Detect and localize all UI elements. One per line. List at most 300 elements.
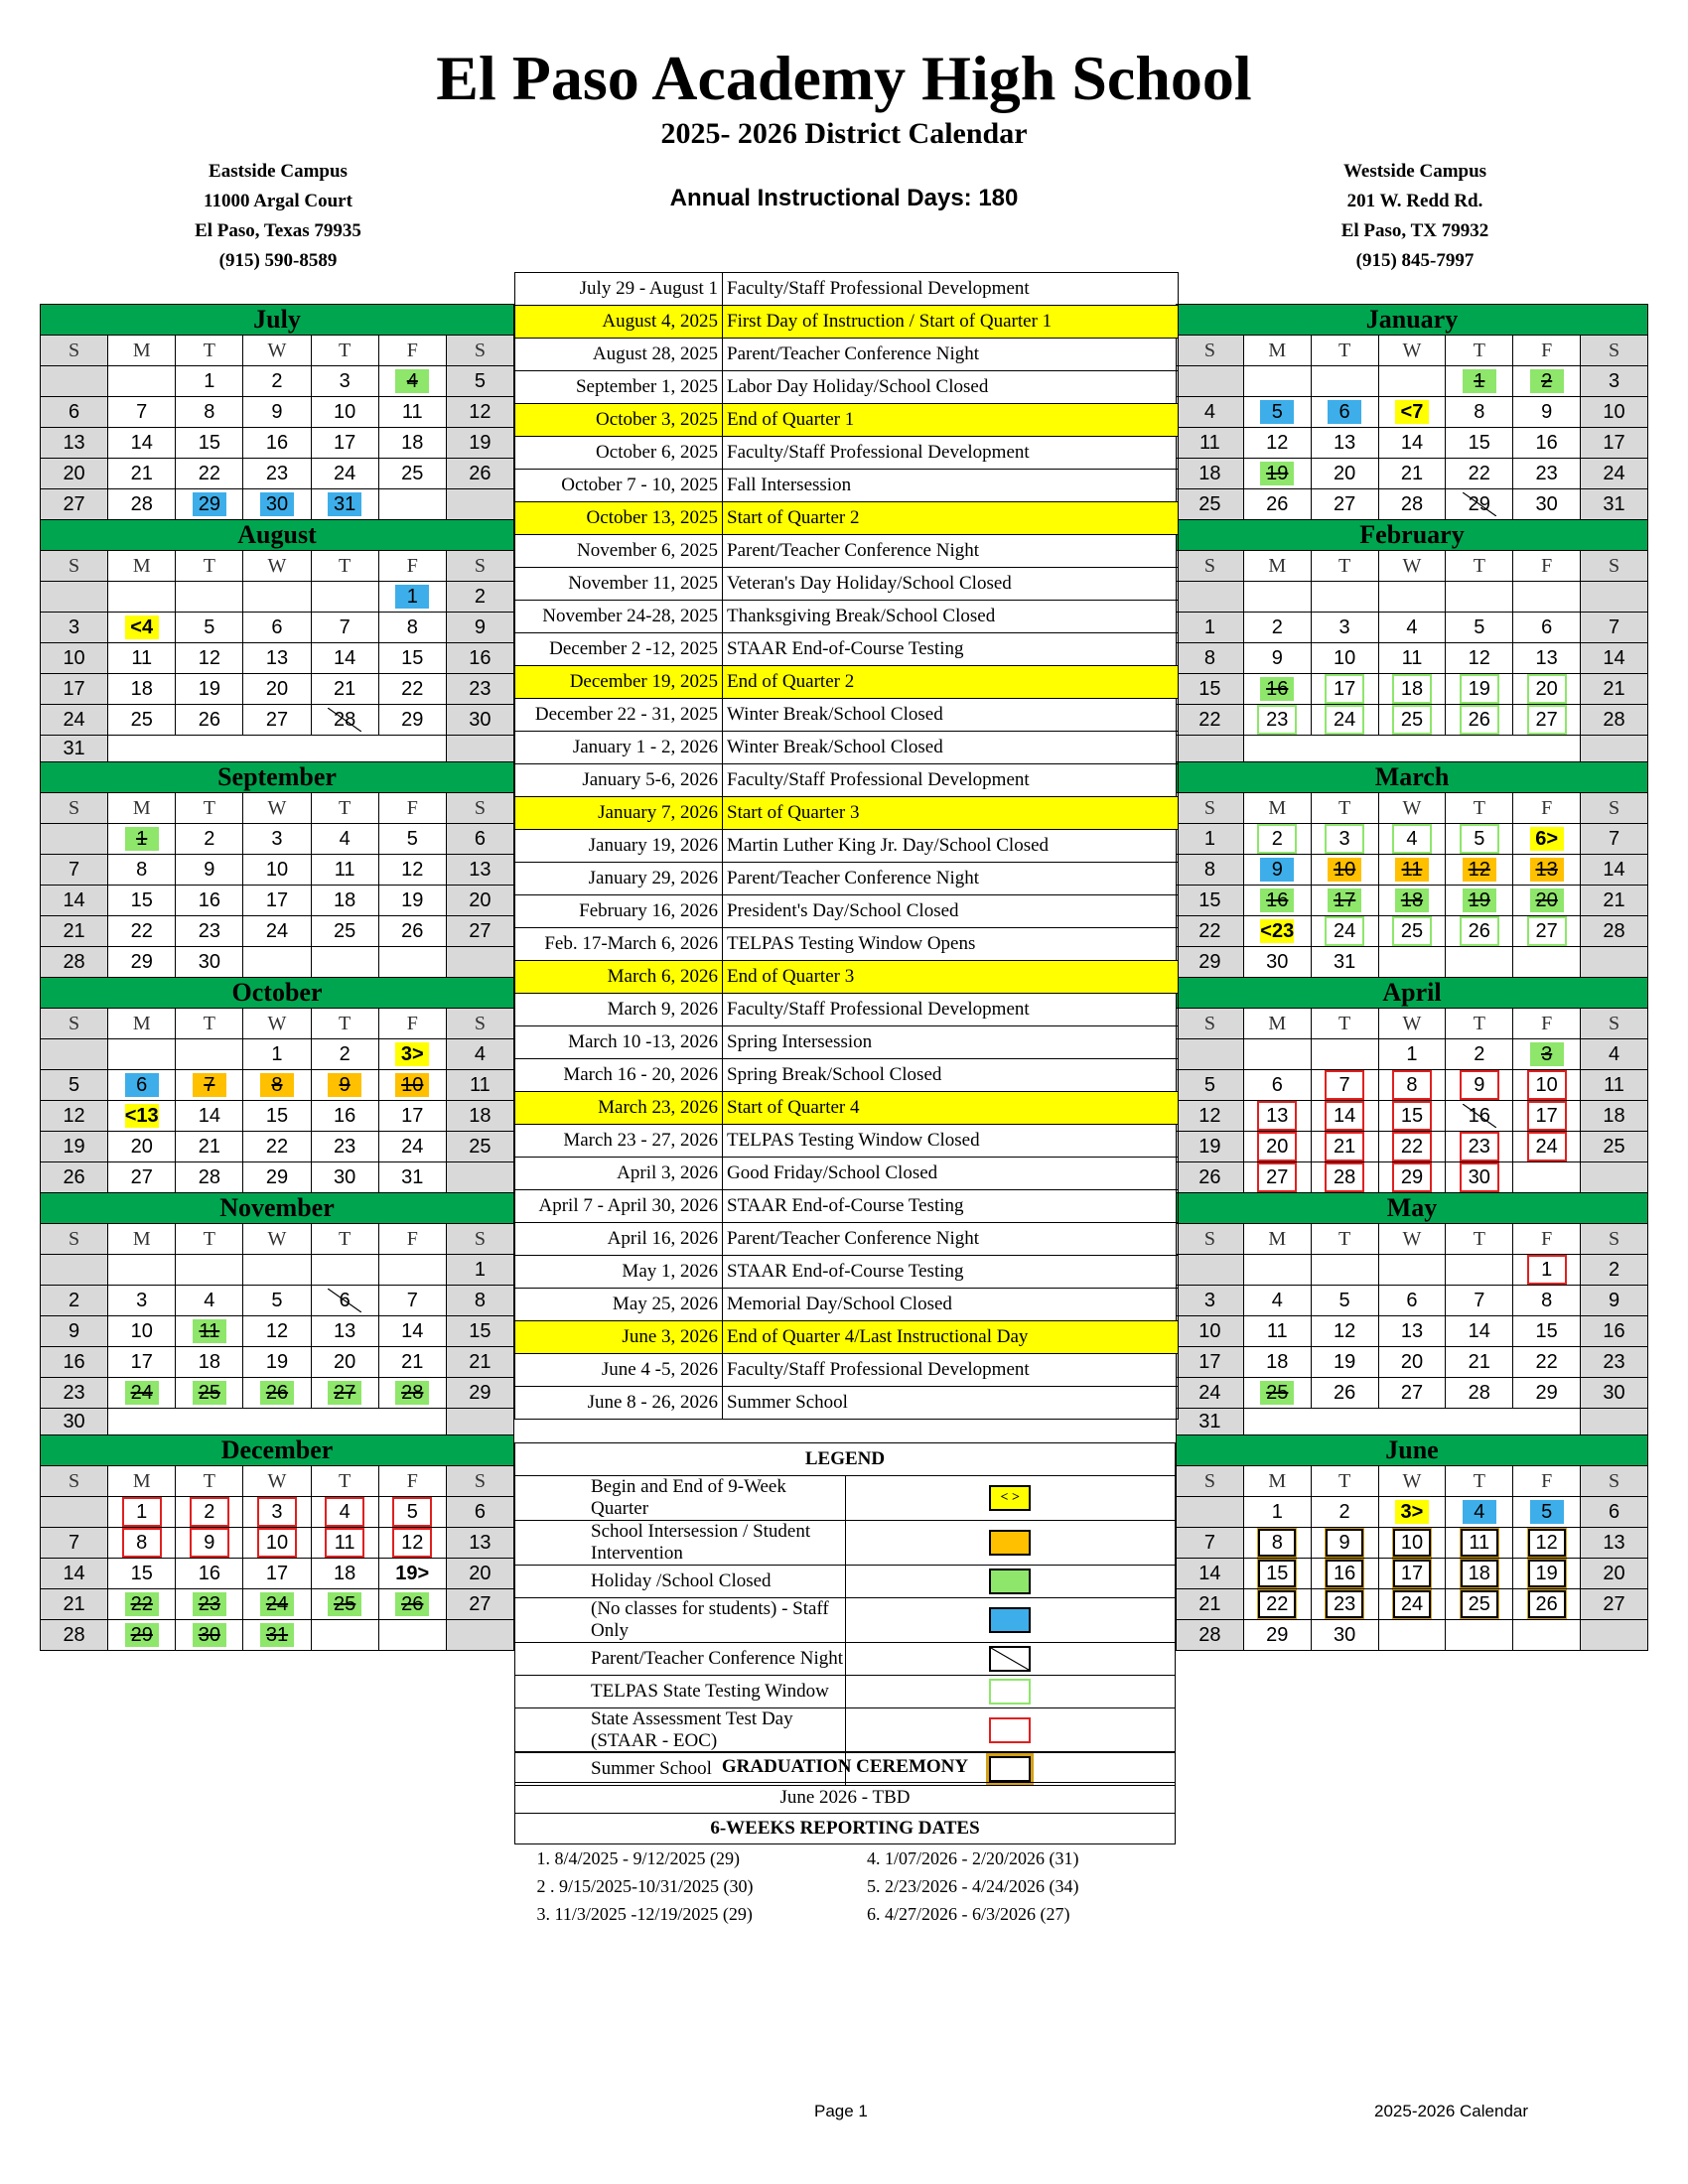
calendar-day: 15 — [176, 428, 243, 459]
weekday-header: W — [1378, 551, 1446, 582]
empty-cell — [378, 1255, 446, 1286]
calendar-day: 26 — [1446, 916, 1513, 947]
legend-label: Summer School — [515, 1753, 846, 1786]
calendar-day: 21 — [1581, 886, 1648, 916]
event-name: Veteran's Day Holiday/School Closed — [723, 568, 1179, 601]
event-name: STAAR End-of-Course Testing — [723, 1190, 1179, 1223]
calendar-day: 30 — [243, 489, 311, 520]
graduation-date: June 2026 - TBD — [515, 1783, 1176, 1814]
calendar-day: 29 — [378, 705, 446, 736]
reporting-period-2: 2 . 9/15/2025-10/31/2025 (30) — [536, 1875, 754, 1896]
calendar-day: 10 — [1177, 1316, 1244, 1347]
calendar-day: 29 — [1177, 947, 1244, 978]
calendar-day: 16 — [1581, 1316, 1648, 1347]
calendar-day: 2 — [1243, 824, 1311, 855]
event-row — [515, 830, 1179, 863]
calendar-day: 23 — [1243, 705, 1311, 736]
calendar-day: 11 — [311, 855, 378, 886]
calendar-day: 15 — [446, 1316, 513, 1347]
legend-swatch-cell — [845, 1566, 1176, 1598]
calendar-day: 3> — [1378, 1497, 1446, 1528]
calendar-day: 17 — [1378, 1559, 1446, 1589]
event-name: Parent/Teacher Conference Night — [723, 863, 1179, 895]
empty-cell — [1446, 1620, 1513, 1651]
calendar-day: 31 — [1581, 489, 1648, 520]
calendar-day: 12 — [1311, 1316, 1378, 1347]
weekday-header: T — [1446, 1224, 1513, 1255]
legend-label: State Assessment Test Day (STAAR - EOC) — [515, 1708, 846, 1753]
calendar-day: 31 — [1311, 947, 1378, 978]
calendar-day: 3 — [1581, 366, 1648, 397]
calendar-day: 10 — [108, 1316, 176, 1347]
event-date: May 1, 2026 — [515, 1256, 723, 1289]
weekday-header: S — [41, 1009, 108, 1039]
calendar-day: 21 — [108, 459, 176, 489]
weekday-header: S — [1581, 336, 1648, 366]
event-name: Good Friday/School Closed — [723, 1158, 1179, 1190]
calendar-day: 12 — [1446, 855, 1513, 886]
event-date: January 7, 2026 — [515, 797, 723, 830]
weekday-header: F — [378, 551, 446, 582]
weekday-header: M — [108, 551, 176, 582]
calendar-day: 4 — [1446, 1497, 1513, 1528]
empty-cell — [41, 1255, 108, 1286]
eastside-name: Eastside Campus — [209, 161, 348, 182]
calendar-day: 9 — [1513, 397, 1581, 428]
calendar-day: 25 — [1378, 916, 1446, 947]
weekday-header: T — [1311, 1466, 1378, 1497]
event-name: Start of Quarter 2 — [723, 502, 1179, 535]
legend-label: School Intersession / Student Intervention — [515, 1521, 846, 1566]
calendar-day: 18 — [176, 1347, 243, 1378]
weekday-header: W — [243, 1224, 311, 1255]
page-subtitle: 2025- 2026 District Calendar — [660, 117, 1028, 150]
calendar-day: 9 — [311, 1070, 378, 1101]
weekday-header: F — [378, 1009, 446, 1039]
event-date: February 16, 2026 — [515, 895, 723, 928]
empty-cell — [1177, 366, 1244, 397]
weekday-header: S — [1581, 793, 1648, 824]
empty-cell — [378, 1620, 446, 1651]
event-name: Faculty/Staff Professional Development — [723, 994, 1179, 1026]
calendar-day: 23 — [243, 459, 311, 489]
calendar-day: 22 — [1177, 916, 1244, 947]
event-row — [515, 699, 1179, 732]
weekday-header: F — [1513, 1009, 1581, 1039]
calendar-day: 30 — [176, 1620, 243, 1651]
month-header: August — [41, 520, 514, 551]
event-date: Feb. 17-March 6, 2026 — [515, 928, 723, 961]
event-name: Winter Break/School Closed — [723, 699, 1179, 732]
weekday-header: S — [446, 1009, 513, 1039]
calendar-day: 12 — [1513, 1528, 1581, 1559]
calendar-day: 31 — [311, 489, 378, 520]
calendar-day: 1 — [1446, 366, 1513, 397]
event-row — [515, 601, 1179, 633]
empty-cell — [446, 1620, 513, 1651]
calendar-day: 10 — [41, 643, 108, 674]
event-row — [515, 306, 1179, 339]
calendar-day: 23 — [1581, 1347, 1648, 1378]
calendar-day: 11 — [446, 1070, 513, 1101]
event-row — [515, 928, 1179, 961]
eastside-address: 11000 Argal Court — [204, 191, 352, 211]
calendar-day: 9 — [1243, 643, 1311, 674]
calendar-day: 28 — [1446, 1378, 1513, 1409]
calendar-day: 20 — [311, 1347, 378, 1378]
westside-address: 201 W. Redd Rd. — [1346, 191, 1483, 211]
calendar-day: 8 — [1446, 397, 1513, 428]
calendar-day: 22 — [1177, 705, 1244, 736]
weekday-header: T — [311, 1466, 378, 1497]
calendar-day: 15 — [1378, 1101, 1446, 1132]
reporting-period-6: 6. 4/27/2026 - 6/3/2026 (27) — [867, 1903, 1070, 1924]
event-name: Faculty/Staff Professional Development — [723, 764, 1179, 797]
calendar-day: 5 — [41, 1070, 108, 1101]
event-name: Start of Quarter 4 — [723, 1092, 1179, 1125]
calendar-day: 20 — [41, 459, 108, 489]
event-name: Labor Day Holiday/School Closed — [723, 371, 1179, 404]
calendar-day: 26 — [176, 705, 243, 736]
calendar-day: 12 — [378, 855, 446, 886]
legend-swatch-cell — [845, 1476, 1176, 1521]
legend-swatch-red — [989, 1717, 1031, 1743]
calendar-day: 18 — [1446, 1559, 1513, 1589]
event-row — [515, 437, 1179, 470]
month-header: January — [1177, 305, 1648, 336]
calendar-day: 2 — [1513, 366, 1581, 397]
empty-cell — [108, 582, 176, 613]
calendar-day: 1 — [243, 1039, 311, 1070]
calendar-day: 7 — [41, 855, 108, 886]
event-name: Parent/Teacher Conference Night — [723, 1223, 1179, 1256]
calendar-day: 1 — [1378, 1039, 1446, 1070]
calendar-day: 4 — [1243, 1286, 1311, 1316]
calendar-day: 29 — [1378, 1162, 1446, 1193]
calendar-day: 7 — [1581, 613, 1648, 643]
event-row — [515, 339, 1179, 371]
calendar-day: 19 — [446, 428, 513, 459]
calendar-day: 4 — [311, 824, 378, 855]
calendar-day: 30 — [311, 1162, 378, 1193]
calendar-day: 2 — [176, 1497, 243, 1528]
calendar-day: 13 — [1311, 428, 1378, 459]
calendar-day: 29 — [1446, 489, 1513, 520]
calendar-day: 30 — [41, 1409, 108, 1435]
calendar-day: 28 — [176, 1162, 243, 1193]
month-header: October — [41, 978, 514, 1009]
calendar-day: 27 — [1581, 1589, 1648, 1620]
weekday-header: M — [1243, 1224, 1311, 1255]
calendar-day: 16 — [243, 428, 311, 459]
empty-cell — [41, 1039, 108, 1070]
calendar-day: 24 — [1311, 916, 1378, 947]
calendar-day: 7 — [41, 1528, 108, 1559]
empty-cell — [1177, 582, 1244, 613]
calendar-day: 15 — [243, 1101, 311, 1132]
empty-cell — [311, 947, 378, 978]
calendar-day: 15 — [1243, 1559, 1311, 1589]
calendar-day: 3> — [378, 1039, 446, 1070]
event-row — [515, 895, 1179, 928]
calendar-day: 27 — [311, 1378, 378, 1409]
footer-page-number: Page 1 — [814, 2102, 868, 2120]
calendar-day: 14 — [1177, 1559, 1244, 1589]
empty-cell — [378, 489, 446, 520]
empty-cell — [1243, 1255, 1311, 1286]
event-row — [515, 1125, 1179, 1158]
legend-swatch-green — [989, 1569, 1031, 1594]
event-row — [515, 961, 1179, 994]
calendar-day: 26 — [1177, 1162, 1244, 1193]
calendar-day: 9 — [446, 613, 513, 643]
weekday-header: S — [446, 793, 513, 824]
empty-cell — [1378, 1620, 1446, 1651]
legend-label: (No classes for students) - Staff Only — [515, 1598, 846, 1643]
calendar-day: 20 — [1311, 459, 1378, 489]
calendar-day: 11 — [1446, 1528, 1513, 1559]
event-row — [515, 1059, 1179, 1092]
calendar-day: 27 — [1243, 1162, 1311, 1193]
calendar-day: 30 — [1446, 1162, 1513, 1193]
weekday-header: F — [1513, 336, 1581, 366]
weekday-header: T — [1446, 793, 1513, 824]
calendar-day: 4 — [1378, 824, 1446, 855]
event-name: Faculty/Staff Professional Development — [723, 437, 1179, 470]
calendar-day: 18 — [311, 886, 378, 916]
calendar-day: 5 — [243, 1286, 311, 1316]
calendar-day: 25 — [311, 916, 378, 947]
weekday-header: T — [1311, 551, 1378, 582]
calendar-day: 2 — [41, 1286, 108, 1316]
calendar-day: 24 — [1177, 1378, 1244, 1409]
calendar-day: 17 — [243, 886, 311, 916]
weekday-header: W — [243, 1009, 311, 1039]
event-row — [515, 764, 1179, 797]
calendar-day: 14 — [1311, 1101, 1378, 1132]
calendar-day: 4 — [176, 1286, 243, 1316]
calendar-day: 7 — [378, 1286, 446, 1316]
calendar-day: 12 — [41, 1101, 108, 1132]
empty-cell — [446, 947, 513, 978]
calendar-day: 16 — [1311, 1559, 1378, 1589]
empty-cell — [1177, 1497, 1244, 1528]
weekday-header: F — [1513, 1466, 1581, 1497]
weekday-header: S — [446, 551, 513, 582]
calendar-day: 28 — [1581, 916, 1648, 947]
event-name: TELPAS Testing Window Closed — [723, 1125, 1179, 1158]
empty-cell — [1446, 1255, 1513, 1286]
calendar-day: 20 — [1243, 1132, 1311, 1162]
event-name: Parent/Teacher Conference Night — [723, 535, 1179, 568]
calendar-day: 5 — [1513, 1497, 1581, 1528]
event-date: January 1 - 2, 2026 — [515, 732, 723, 764]
calendar-day: 15 — [1177, 674, 1244, 705]
weekday-header: W — [243, 336, 311, 366]
event-date: January 5-6, 2026 — [515, 764, 723, 797]
empty-row — [108, 1409, 447, 1435]
weekday-header: T — [1446, 1009, 1513, 1039]
calendar-day: 21 — [446, 1347, 513, 1378]
calendar-day: 25 — [1446, 1589, 1513, 1620]
event-date: November 6, 2025 — [515, 535, 723, 568]
legend-swatch-orange — [989, 1530, 1031, 1556]
empty-cell — [1446, 582, 1513, 613]
empty-cell — [311, 582, 378, 613]
calendar-day: 5 — [1446, 824, 1513, 855]
weekday-header: M — [108, 793, 176, 824]
calendar-day: 17 — [1513, 1101, 1581, 1132]
calendar-day: 19 — [1177, 1132, 1244, 1162]
calendar-day: 21 — [41, 916, 108, 947]
calendar-day: 6 — [1581, 1497, 1648, 1528]
event-date: April 3, 2026 — [515, 1158, 723, 1190]
calendar-day: 13 — [1513, 855, 1581, 886]
empty-cell — [1177, 1255, 1244, 1286]
calendar-left-column — [40, 304, 514, 1651]
empty-cell — [243, 947, 311, 978]
legend-swatch-cell — [845, 1708, 1176, 1753]
empty-cell — [1311, 1255, 1378, 1286]
calendar-day: 6 — [1378, 1286, 1446, 1316]
calendar-day: 25 — [311, 1589, 378, 1620]
calendar-day: 11 — [108, 643, 176, 674]
month-header: March — [1177, 762, 1648, 793]
calendar-day: 10 — [243, 855, 311, 886]
event-date: March 10 -13, 2026 — [515, 1026, 723, 1059]
calendar-day: 7 — [176, 1070, 243, 1101]
weekday-header: M — [1243, 1466, 1311, 1497]
weekday-header: T — [311, 336, 378, 366]
calendar-day: 28 — [1378, 489, 1446, 520]
calendar-day: 29 — [108, 1620, 176, 1651]
event-date: March 16 - 20, 2026 — [515, 1059, 723, 1092]
calendar-day: 14 — [311, 643, 378, 674]
event-row — [515, 1321, 1179, 1354]
event-date: March 23, 2026 — [515, 1092, 723, 1125]
event-name: Spring Break/School Closed — [723, 1059, 1179, 1092]
calendar-day: 10 — [1513, 1070, 1581, 1101]
calendar-day: 2 — [1581, 1255, 1648, 1286]
calendar-day: 18 — [108, 674, 176, 705]
weekday-header: F — [378, 1224, 446, 1255]
calendar-day: 12 — [176, 643, 243, 674]
calendar-day: 7 — [1311, 1070, 1378, 1101]
empty-cell — [1581, 1409, 1648, 1435]
calendar-day: 18 — [446, 1101, 513, 1132]
calendar-day: 27 — [108, 1162, 176, 1193]
calendar-day: 9 — [243, 397, 311, 428]
calendar-day: 16 — [41, 1347, 108, 1378]
calendar-day: 2 — [1311, 1497, 1378, 1528]
calendar-day: 8 — [176, 397, 243, 428]
event-row — [515, 1289, 1179, 1321]
calendar-day: 4 — [1177, 397, 1244, 428]
event-row — [515, 1190, 1179, 1223]
calendar-day: 10 — [1581, 397, 1648, 428]
calendar-day: 6 — [108, 1070, 176, 1101]
reporting-period-3: 3. 11/3/2025 -12/19/2025 (29) — [536, 1903, 753, 1924]
empty-cell — [378, 947, 446, 978]
event-date: January 29, 2026 — [515, 863, 723, 895]
calendar-day: 12 — [1243, 428, 1311, 459]
calendar-day: 11 — [1378, 643, 1446, 674]
calendar-day: 25 — [108, 705, 176, 736]
legend-swatch-tri — [989, 1646, 1031, 1672]
calendar-day: 5 — [378, 824, 446, 855]
weekday-header: T — [311, 1009, 378, 1039]
event-row — [515, 1354, 1179, 1387]
calendar-day: 30 — [1581, 1378, 1648, 1409]
calendar-day: 20 — [1513, 886, 1581, 916]
calendar-day: 22 — [176, 459, 243, 489]
calendar-day: 13 — [1243, 1101, 1311, 1132]
empty-cell — [1513, 1620, 1581, 1651]
weekday-header: T — [176, 1009, 243, 1039]
calendar-day: 25 — [378, 459, 446, 489]
calendar-day: 24 — [378, 1132, 446, 1162]
empty-cell — [1581, 1162, 1648, 1193]
event-row — [515, 273, 1179, 306]
calendar-day: 21 — [311, 674, 378, 705]
calendar-day: 8 — [1243, 1528, 1311, 1559]
calendar-day: 28 — [1177, 1620, 1244, 1651]
event-name: Spring Intersession — [723, 1026, 1179, 1059]
legend-swatch-cell — [845, 1598, 1176, 1643]
event-date: April 16, 2026 — [515, 1223, 723, 1256]
empty-cell — [243, 582, 311, 613]
legend-label: Begin and End of 9-Week Quarter — [515, 1476, 846, 1521]
calendar-day: 9 — [1243, 855, 1311, 886]
calendar-day: 27 — [1513, 916, 1581, 947]
empty-cell — [108, 1255, 176, 1286]
calendar-day: 19 — [243, 1347, 311, 1378]
calendar-day: 3 — [1311, 613, 1378, 643]
calendar-day: 1 — [378, 582, 446, 613]
calendar-day: 26 — [378, 1589, 446, 1620]
empty-cell — [1311, 366, 1378, 397]
calendar-day: 6 — [311, 1286, 378, 1316]
month-header: December — [41, 1435, 514, 1466]
calendar-day: 28 — [1581, 705, 1648, 736]
calendar-day: 8 — [1177, 855, 1244, 886]
calendar-day: 27 — [1311, 489, 1378, 520]
westside-name: Westside Campus — [1342, 161, 1487, 182]
calendar-day: 8 — [108, 855, 176, 886]
weekday-header: S — [1177, 1224, 1244, 1255]
weekday-header: M — [1243, 551, 1311, 582]
weekday-header: M — [1243, 793, 1311, 824]
calendar-day: 2 — [446, 582, 513, 613]
calendar-day: 8 — [1513, 1286, 1581, 1316]
calendar-day: 20 — [1581, 1559, 1648, 1589]
calendar-day: 19 — [1243, 459, 1311, 489]
event-date: November 24-28, 2025 — [515, 601, 723, 633]
event-date: November 11, 2025 — [515, 568, 723, 601]
calendar-day: 21 — [1311, 1132, 1378, 1162]
calendar-day: 12 — [1446, 643, 1513, 674]
legend-label: Holiday /School Closed — [515, 1566, 846, 1598]
calendar-day: 12 — [1177, 1101, 1244, 1132]
calendar-day: 24 — [1311, 705, 1378, 736]
calendar-day: 31 — [243, 1620, 311, 1651]
calendar-day: 27 — [446, 916, 513, 947]
calendar-day: 11 — [378, 397, 446, 428]
weekday-header: S — [41, 551, 108, 582]
legend-label: Parent/Teacher Conference Night — [515, 1643, 846, 1676]
weekday-header: S — [1177, 793, 1244, 824]
calendar-day: 23 — [1311, 1589, 1378, 1620]
